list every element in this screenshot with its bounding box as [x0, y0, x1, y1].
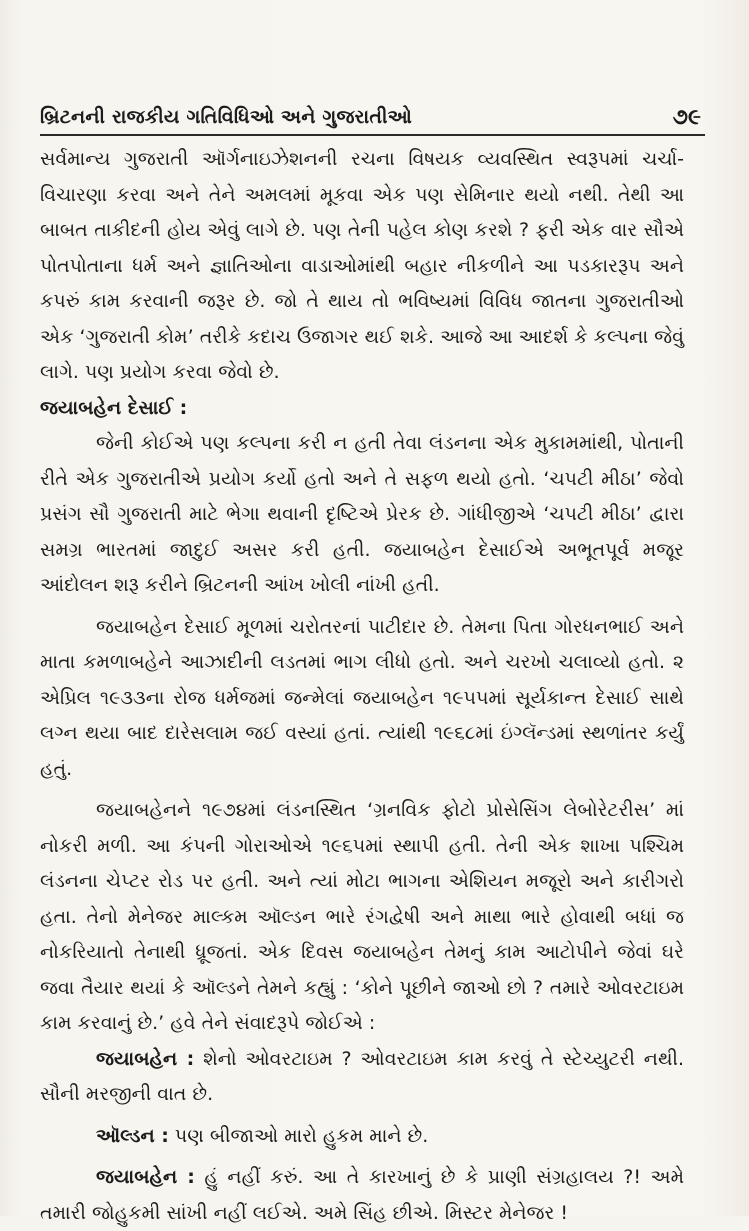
- dialogue-speaker: જયાબહેન :: [96, 1166, 195, 1188]
- dialogue-line-1: [40, 1042, 684, 1113]
- page-body: [40, 142, 684, 1231]
- paragraph-1: સર્વમાન્ય ગુજરાતી ઑર્ગનાઇઝેશનની રચના વિષયક વ્યવસ્થિત સ્વરૂપમાં ચર્ચા-વિચારણા કરવા અને તેને અમલમાં મૂકવા એક પણ સેમિનાર થયો નથી. તેથી આ બાબત તાકીદની હોય એવું લાગે છે. પણ તેની પહેલ કોણ કરશે ? ફરી એક વાર સૌએ પોતપોતાના ધર્મ અને જ્ઞાતિઓના વાડાઓમાંથી બહાર નીકળીને આ પડકારરૂપ અને કપરું કામ કરવાની જરૂર છે. જો તે થાય તો ભવિષ્યમાં વિવિધ જાતના ગુજરાતીઓ એક ‘ગુજરાતી કોમ’ તરીકે કદાચ ઉજાગર થઈ શકે. આજે આ આદર્શ કે કલ્પના જેવું લાગે. પણ પ્રયોગ કરવા જેવો છે.: [40, 148, 684, 383]
- section-heading: જયાબહેન દેસાઈ :: [40, 396, 188, 419]
- page-number: ૭૯: [672, 105, 701, 130]
- dialogue-line-2: [40, 1119, 684, 1155]
- running-header-title: બ્રિટનની રાજકીય ગતિવિધિઓ અને ગુજરાતીઓ: [40, 106, 412, 128]
- running-header: [40, 100, 705, 136]
- dialogue-text: હું નહીં કરું. આ તે કારખાનું છે કે પ્રાણી સંગ્રહાલય ?! અમે તમારી જોહુકમી સાંખી નહીં લઈએ. અમે સિંહ છીએ. મિસ્ટર મેનેજર !: [40, 1166, 684, 1224]
- dialogue-line-3: [40, 1160, 684, 1231]
- dialogue-text: પણ બીજાઓ મારો હુકમ માને છે.: [174, 1124, 429, 1147]
- dialogue-text: શેનો ઓવરટાઇમ ? ઓવરટાઇમ કામ કરવું તે સ્ટેચ્યુટરી નથી. સૌની મરજીની વાત છે.: [40, 1047, 684, 1105]
- paragraph-3: જયાબહેન દેસાઈ મૂળમાં ચરોતરનાં પાટીદાર છે. તેમના પિતા ગોરધનભાઈ અને માતા કમળાબહેને આઝાદીની લડતમાં ભાગ લીધો હતો. અને ચરખો ચલાવ્યો હતો. ૨ એપ્રિલ ૧૯૩૩ના રોજ ધર્મજમાં જન્મેલાં જયાબહેન ૧૯૫૫માં સૂર્યકાન્ત દેસાઈ સાથે લગ્ન થયા બાદ દારેસલામ જઈ વસ્યાં હતાં. ત્યાંથી ૧૯૬૮માં ઇંગ્લૅન્ડમાં સ્થળાંતર કર્યું હતું.: [40, 615, 684, 780]
- dialogue-speaker: ઑલ્ડન :: [96, 1124, 169, 1147]
- paragraph-4: જયાબહેનને ૧૯૭૪માં લંડનસ્થિત ‘ગ્રનવિક ફોટો પ્રોસેસિંગ લેબોરેટરીસ’ માં નોકરી મળી. આ કંપની ગોરાઓએ ૧૯૬૫માં સ્થાપી હતી. તેની એક શાખા પશ્ચિમ લંડનના ચેપ્ટર રોડ પર હતી. અને ત્યાં મોટા ભાગના એશિયન મજૂરો અને કારીગરો હતા. તેનો મેનેજર માલ્કમ ઑલ્ડન ભારે રંગદ્વેષી અને માથા ભારે હોવાથી બધાં જ નોકરિયાતો તેનાથી ધ્રૂજતાં. એક દિવસ જયાબહેન તેમનું કામ આટોપીને જેવાં ઘરે જવા તૈયાર થયાં કે ઑલ્ડને તેમને કહ્યું : ‘કોને પૂછીને જાઓ છો ? તમારે ઓવરટાઇમ કામ કરવાનું છે.’ હવે તેને સંવાદરૂપે જોઈએ :: [40, 799, 684, 1034]
- dialogue-speaker: જયાબહેન :: [96, 1047, 195, 1070]
- paragraph-2: જેની કોઈએ પણ કલ્પના કરી ન હતી તેવા લંડનના એક મુકામમાંથી, પોતાની રીતે એક ગુજરાતીએ પ્રયોગ કર્યો હતો અને તે સફળ થયો હતો. ‘ચપટી મીઠા’ જેવો પ્રસંગ સૌ ગુજરાતી માટે ભેગા થવાની દૃષ્ટિએ પ્રેરક છે. ગાંધીજીએ ‘ચપટી મીઠા’ દ્વારા સમગ્ર ભારતમાં જાદુઈ અસર કરી હતી. જયાબહેન દેસાઈએ અભૂતપૂર્વ મજૂર આંદોલન શરૂ કરીને બ્રિટનની આંખ ખોલી નાંખી હતી.: [40, 432, 684, 596]
